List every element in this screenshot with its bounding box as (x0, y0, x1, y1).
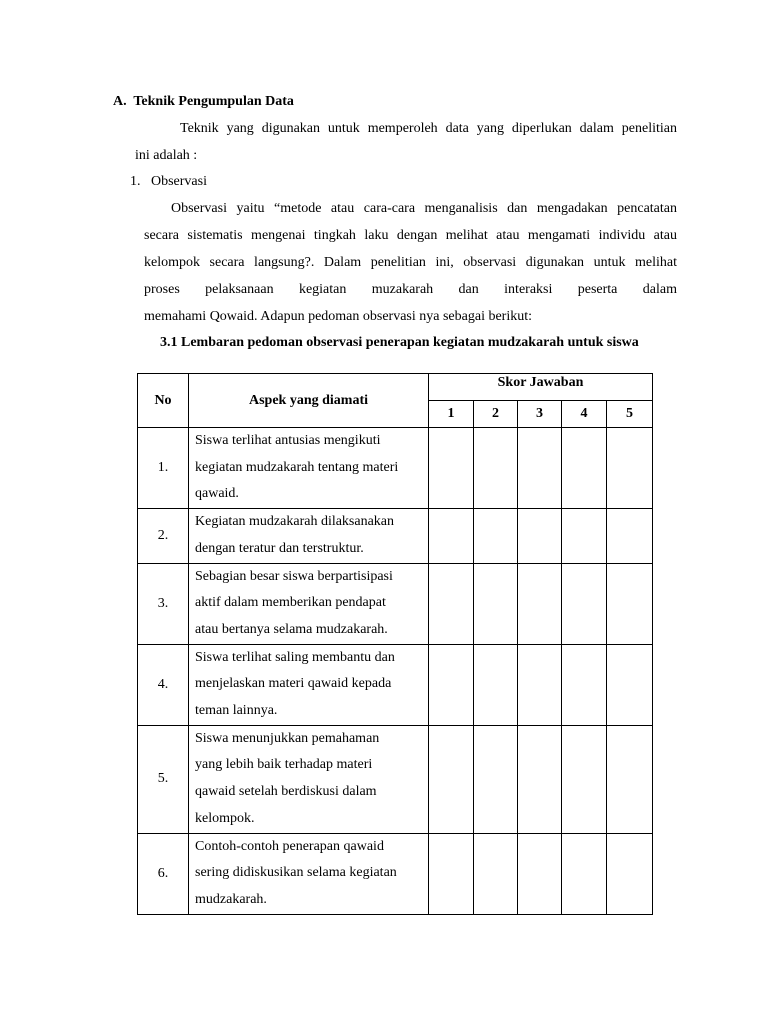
row-number: 4. (138, 644, 189, 725)
score-cell[interactable] (562, 428, 607, 509)
score-cell[interactable] (474, 563, 518, 644)
header-no: No (138, 374, 189, 428)
aspect-cell (189, 509, 429, 563)
score-cell[interactable] (429, 644, 474, 725)
aspect-cell (189, 725, 429, 833)
aspect-line: qawaid setelah berdiskusi dalam (195, 784, 377, 800)
score-cell[interactable] (607, 644, 653, 725)
score-cell[interactable] (429, 428, 474, 509)
header-score-3: 3 (518, 401, 562, 428)
score-cell[interactable] (518, 725, 562, 833)
paragraph-line-1: Observasi yaitu “metode atau cara-cara menganalisis dan mengadakan pencatatan (171, 201, 677, 216)
paragraph-line-4: proses pelaksanaan kegiatan muzakarah dan interaksi peserta dalam (144, 282, 677, 297)
paragraph-line-5: memahami Qowaid. Adapun pedoman observasi nya sebagai berikut: (144, 309, 533, 324)
aspect-cell (189, 644, 429, 725)
score-cell[interactable] (562, 644, 607, 725)
header-score-1: 1 (429, 401, 474, 428)
score-cell[interactable] (474, 509, 518, 563)
subsection-title: Observasi (151, 174, 207, 189)
score-cell[interactable] (518, 833, 562, 914)
aspect-line: Siswa terlihat antusias mengikuti (195, 433, 381, 448)
aspect-line: aktif dalam memberikan pendapat (195, 595, 386, 611)
aspect-line: menjelaskan materi qawaid kepada (195, 676, 392, 692)
section-heading (113, 94, 294, 110)
paragraph-line-2: secara sistematis mengenai tingkah laku dengan melihat atau mengamati individu atau (144, 228, 677, 243)
score-cell[interactable] (607, 563, 653, 644)
table-row (138, 833, 653, 914)
score-cell[interactable] (474, 428, 518, 509)
score-cell[interactable] (518, 644, 562, 725)
aspect-line: Kegiatan mudzakarah dilaksanakan (195, 514, 395, 530)
header-score: Skor Jawaban (429, 374, 653, 401)
table-row (138, 509, 653, 563)
aspect-cell (189, 833, 429, 914)
observation-table (137, 373, 653, 915)
aspect-line: Siswa menunjukkan pemahaman (195, 730, 380, 746)
table-row (138, 725, 653, 833)
table-row (138, 563, 653, 644)
aspect-line: sering didiskusikan selama kegiatan (195, 865, 397, 881)
score-cell[interactable] (562, 563, 607, 644)
score-cell[interactable] (429, 563, 474, 644)
table-caption: 3.1 Lembaran pedoman observasi penerapan kegiatan mudzakarah untuk siswa (160, 335, 639, 350)
aspect-line: teman lainnya. (195, 703, 278, 719)
score-cell[interactable] (518, 509, 562, 563)
header-aspect: Aspek yang diamati (189, 374, 429, 428)
paragraph-line-3: kelompok secara langsung?. Dalam penelitian ini, observasi digunakan untuk melihat (144, 255, 677, 270)
aspect-line: Contoh-contoh penerapan qawaid (195, 838, 384, 854)
row-number: 6. (138, 833, 189, 914)
score-cell[interactable] (607, 725, 653, 833)
aspect-line: dengan teratur dan terstruktur. (195, 540, 364, 556)
aspect-line: Sebagian besar siswa berpartisipasi (195, 568, 393, 584)
header-score-4: 4 (562, 401, 607, 428)
score-cell[interactable] (607, 833, 653, 914)
header-score-2: 2 (474, 401, 518, 428)
aspect-line: atau bertanya selama mudzakarah. (195, 621, 388, 637)
row-number: 1. (138, 428, 189, 509)
score-cell[interactable] (518, 428, 562, 509)
score-cell[interactable] (607, 509, 653, 563)
score-cell[interactable] (518, 563, 562, 644)
row-number: 5. (138, 725, 189, 833)
header-row-1 (138, 374, 653, 401)
score-cell[interactable] (562, 725, 607, 833)
row-number: 2. (138, 509, 189, 563)
row-number: 3. (138, 563, 189, 644)
header-score-5: 5 (607, 401, 653, 428)
score-cell[interactable] (474, 725, 518, 833)
score-cell[interactable] (562, 833, 607, 914)
section-letter: A. (113, 94, 127, 109)
aspect-line: Siswa terlihat saling membantu dan (195, 649, 395, 665)
subsection-heading (130, 174, 207, 190)
intro-line-2: ini adalah : (135, 148, 198, 163)
subsection-number: 1. (130, 174, 141, 189)
score-cell[interactable] (429, 725, 474, 833)
score-cell[interactable] (429, 833, 474, 914)
score-cell[interactable] (429, 509, 474, 563)
table-row (138, 644, 653, 725)
score-cell[interactable] (474, 644, 518, 725)
aspect-line: kelompok. (195, 810, 255, 826)
aspect-line: qawaid. (195, 486, 239, 502)
aspect-line: yang lebih baik terhadap materi (195, 757, 373, 773)
aspect-cell (189, 428, 429, 509)
score-cell[interactable] (607, 428, 653, 509)
score-cell[interactable] (562, 509, 607, 563)
section-title: Teknik Pengumpulan Data (133, 94, 294, 109)
aspect-line: kegiatan mudzakarah tentang materi (195, 459, 399, 475)
aspect-cell (189, 563, 429, 644)
score-cell[interactable] (474, 833, 518, 914)
aspect-line: mudzakarah. (195, 891, 267, 907)
table-row (138, 428, 653, 509)
intro-line-1: Teknik yang digunakan untuk memperoleh data yang diperlukan dalam penelitian (180, 121, 677, 136)
